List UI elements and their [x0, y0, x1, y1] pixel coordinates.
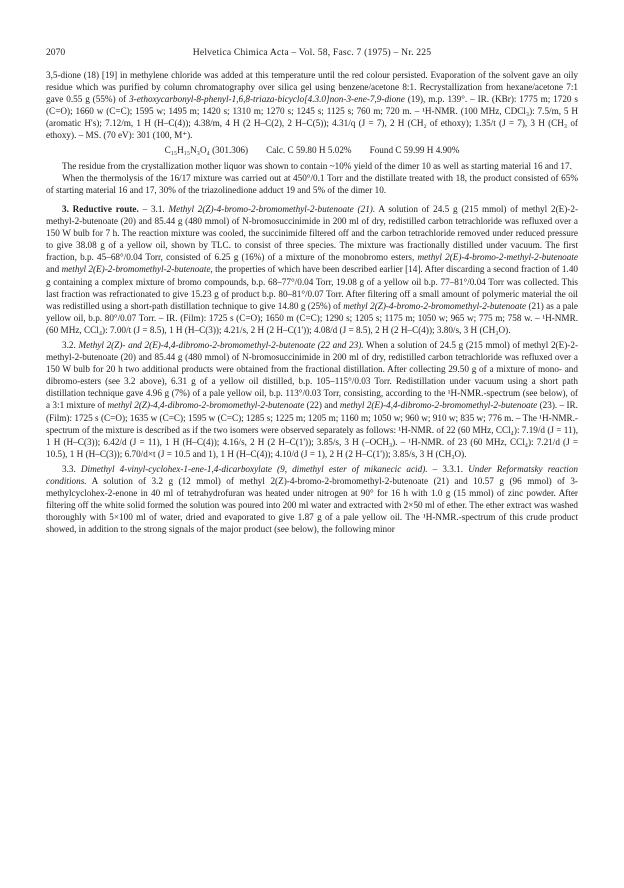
- found-values: Found C 59.99 H 4.90%: [369, 144, 460, 155]
- paragraph-19-preparation: 3,5-dione (18) [19] in methylene chloride was added at this temperature until the red colour persisted. Evaporation of the solvent gave an oily residue which was purified by column chromatography over silica gel using benzene/acetone 8:1. Recrystallization from hexane/acetone 7:1 gave 0.55 g (55%) of 3-ethoxycarbonyl-8-phenyl-1,6,8-triaza-bicyclo[4.3.0]non-3-ene-7,9-dione (19), m.p. 139°. – IR. (KBr): 1775 m; 1720 s (C=O); 1660 w (C=C); 1595 w; 1495 m; 1420 s; 1310 m; 1270 s; 1245 s; 1125 s; 760 m; 720 m. – ¹H-NMR. (100 MHz, CDCl₃): 7.5/m, 5 H (aromatic H's); 7.12/m, 1 H (H–C(4)); 4.38/m, 4 H (2 H–C(2), 2 H–C(5)); 4.31/q (J = 7), 2 H (CH₂ of ethoxy); 1.35/t (J = 7), 3 H (CH₃ of ethoxy). – MS. (70 eV): 301 (100, M⁺).: [46, 70, 578, 141]
- page-body: [46, 69, 578, 535]
- page-header: [46, 47, 578, 61]
- subsection-3-3: 3.3. Dimethyl 4-vinyl-cyclohex-1-ene-1,4-dicarboxylate (9, dimethyl ester of mikanecic acid). – 3.3.1. Under Reformatsky reaction conditions. A solution of 3.2 g (12 mmol) of methyl 2(Z)-4-bromo-2-bromomethyl-2-butenoate (21) and 10.57 g (96 mmol) of 3-methylcyclohex-2-enone in 40 ml of tetrahydrofuran was heated under nitrogen at 90° for 16 h with 1.0 g (15 mmol) of zinc powder. After filtering off the white solid formed the solution was poured into 200 ml water and extracted with 2×50 ml of ether. The ether extract was washed thoroughly with 5×100 ml of water, dried and evaporated to give 1.87 g of a pale yellow oil. The ¹H-NMR.-spectrum of this crude product showed, in addition to the strong signals of the major product (see below), the following minor: [46, 463, 579, 535]
- subsection-3-2-title: Methyl 2(Z)- and 2(E)-4,4-dibromo-2-bromomethyl-2-butenoate (22 and 23).: [78, 339, 364, 350]
- calculated-values: Calc. C 59.80 H 5.02%: [266, 144, 352, 155]
- subsection-3-3-1-title: Under Reformatsky reaction conditions.: [46, 463, 579, 486]
- page-number: 2070: [46, 47, 66, 58]
- section-3-reductive-route: 3. Reductive route. – 3.1. Methyl 2(Z)-4-bromo-2-bromomethyl-2-butenoate (21). A solution of 24.5 g (215 mmol) of methyl 2(E)-2-methyl-2-butenoate (20) and 85.44 g (480 mmol) of N-bromosuccinimide in 200 ml of dry, redistilled carbon tetrachloride was refluxed over a 150 W bulb for 7 h. The reaction mixture was cooled, the succinimide filtered off and the carbon tetrachloride removed under reduced pressure to give 38.08 g of a yellow oil, shown by TLC. to consist of three species. The mixture was fractionally distilled under vacuum. The first fraction, b.p. 45–68°/0.04 Torr, consisted of 6.25 g (16%) of a mixture of the monobromo esters, methyl 2(E)-4-bromo-2-methyl-2-butenoate and methyl 2(E)-2-bromomethyl-2-butenoate, the properties of which have been described earlier [14]. After discarding a second fraction of 1.40 g containing a complex mixture of bromo compounds, b.p. 68–77°/0.04 Torr, 19.08 g of a yellow oil b.p. 77–81°/0.04 Torr was collected. This last fraction was refractionated to give 15.23 g of product b.p. 80–81°/0.07 Torr. After filtering off a small amount of polymeric material the oil was redistilled using a short-path distillation technique to give 14.80 g (25%) of methyl 2(Z)-4-bromo-2-bromomethyl-2-butenoate (21) as a pale yellow oil, b.p. 80°/0.07 Torr. – IR. (Film): 1725 s (C=O); 1650 m (C=C); 1290 s; 1205 s; 1175 m; 1050 w; 965 w; 775 m; 758 w. – ¹H-NMR. (60 MHz, CCl₄): 7.00/t (J = 8.5), 1 H (H–C(3)); 4.21/s, 2 H (2 H–C(1')); 4.08/d (J = 8.5), 2 H (2 H–C(4)); 3.80/s, 3 H (CH₃O).: [46, 203, 579, 335]
- molecular-formula: C₁₅H₁₅N₃O₄ (301.306): [164, 144, 249, 155]
- compound-name-19: 3-ethoxycarbonyl-8-phenyl-1,6,8-triaza-bicyclo[4.3.0]non-3-ene-7,9-dione: [129, 94, 405, 105]
- subsection-3-2: 3.2. Methyl 2(Z)- and 2(E)-4,4-dibromo-2-bromomethyl-2-butenoate (22 and 23). When a solution of 24.5 g (215 mmol) of methyl 2(E)-2-methyl-2-butenoate (20) and 85.44 g (480 mmol) of N-bromosuccinimide in 200 ml of dry, redistilled carbon tetrachloride was refluxed over a 150 W bulb for 20 h two additional products were obtained from the fractional distillation. After collecting 29.50 g of a mixture of mono- and dibromo-esters (see 3.2 above), 6.31 g of a yellow oil distilled, b.p. 105–115°/0.03 Torr. Redistillation under vacuum using a short path distillation technique gave 4.96 g (7%) of a pale yellow oil, b.p. 113°/0.03 Torr, consisting, according to the ¹H-NMR.-spectrum (see below), of a 3:1 mixture of methyl 2(Z)-4,4-dibromo-2-bromomethyl-2-butenoate (22) and methyl 2(E)-4,4-dibromo-2-bromomethyl-2-butenoate (23). – IR. (Film): 1725 s (C=O); 1635 w (C=C); 1595 w (C=C); 1285 s; 1225 m; 1205 m; 1160 m; 1050 w; 960 w; 910 w; 835 w; 776 m. – The ¹H-NMR.-spectrum of the mixture is described as if the two isomers were observed separately as follows: ¹H-NMR. of 22 (60 MHz, CCl₄): 7.19/d (J = 11), 1 H (H–C(3)); 6.42/d (J = 11), 1 H (H–C(4)); 4.16/s, 2 H (2 H–C(1')); 3.85/s, 3 H (–OCH₃). – ¹H-NMR. of 23 (60 MHz, CCl₄): 7.21/d (J = 10.5), 1 H (H–C(3)); 6.70/d×t (J = 10.5 and 1), 1 H (H–C(4)); 4.10/d (J = 1), 2 H (2 H–C(1')); 3.85/s, 3 H (CH₃O).: [46, 339, 579, 459]
- subsection-3-1-title: Methyl 2(Z)-4-bromo-2-bromomethyl-2-butenoate (21).: [168, 203, 376, 214]
- paragraph-mother-liquor: The residue from the crystallization mother liquor was shown to contain ~10% yield of the dimer 10 as well as starting material 16 and 17.: [62, 160, 572, 171]
- elemental-analysis: [46, 144, 578, 156]
- section-heading: 3. Reductive route.: [62, 203, 139, 214]
- paragraph-thermolysis: When the thermolysis of the 16/17 mixture was carried out at 450°/0.1 Torr and the distillate treated with 18, the product consisted of 65% of starting material 16 and 17, 30% of the triazolinedione adduct 19 and 5% of the dimer 10.: [46, 172, 578, 195]
- subsection-3-3-title: Dimethyl 4-vinyl-cyclohex-1-ene-1,4-dicarboxylate (9, dimethyl ester of mikanecic acid).: [80, 463, 428, 474]
- running-head: Helvetica Chimica Acta – Vol. 58, Fasc. 7 (1975) – Nr. 225: [192, 47, 432, 58]
